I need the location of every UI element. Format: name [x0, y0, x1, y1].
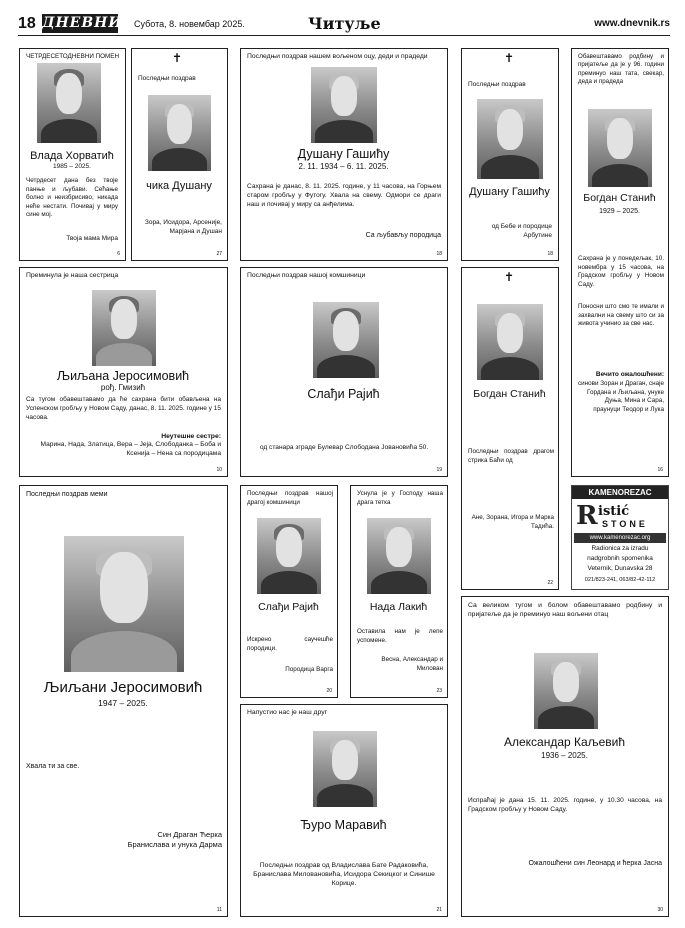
notice-text: Последњи поздрав драгом стрика Баћи од — [468, 448, 554, 464]
notice-code: 23 — [436, 687, 442, 694]
notice-heading: Последњи поздрав меми — [26, 491, 108, 498]
deceased-name: Љиљани Јеросимовић — [43, 679, 203, 696]
obituary-notice — [19, 267, 228, 477]
notice-signature: Породица Варга — [285, 666, 333, 673]
obituary-notice — [461, 48, 559, 261]
notice-text: Сахрана је данас, 8. 11. 2025. године, у 11 часова, на Горњем старом гробљу у Футогу. Хвала на свему. Одмори се драги наш и почивај у миру са анђелима. — [247, 183, 441, 208]
ad-line: Radionica za izradu — [591, 545, 649, 552]
notice-code: 16 — [657, 466, 663, 473]
ad-line: nadgrobnih spomenika — [587, 555, 653, 562]
deceased-name: Душану Гашићу — [297, 147, 390, 161]
portrait-photo — [534, 653, 598, 729]
portrait-photo — [64, 536, 184, 672]
notice-text: Са тугом обавештавамо да ће сахрана бити обављена на Успенском гробљу у Новом Саду, данас, 8. 11. 2025. године у 15 часова. — [26, 396, 221, 421]
notice-heading: Уснула је у Господу наша драга тетка — [357, 490, 443, 506]
notice-text: Искрено саучешће породици. — [247, 636, 333, 652]
notice-signature: Ане, Зорана, Игора и Марка Тадића. — [471, 514, 554, 530]
cross-icon: ✝ — [504, 51, 515, 65]
notice-code: 18 — [547, 250, 553, 257]
deceased-name: Љиљана Јеросимовић — [56, 369, 190, 383]
portrait-photo — [311, 67, 377, 143]
notice-heading: Обавештавамо родбину и пријатеље да је у 96. години преминуо наш тата, свекар, деда и прадеда — [578, 53, 664, 86]
notice-signature: синови Зоран и Драган, снаје Гордана и Љиљана, унуке Дуња, Мина и Сара, праунуци Теодор и Лука — [578, 380, 664, 413]
deceased-years: 1985 – 2025. — [53, 163, 91, 170]
notice-signature: од станара зграде Булевар Слободана Јовановића 50. — [259, 444, 429, 451]
notice-heading: Са великом тугом и болом обавештавамо родбину и пријатеље да је преминуо наш вољени отац — [468, 602, 662, 619]
notice-signature: од Бебе и породице Арбутине — [491, 223, 552, 239]
deceased-name: Душану Гашићу — [469, 186, 550, 198]
notice-code: 20 — [326, 687, 332, 694]
signature-title: Неутешне сестре: — [161, 433, 221, 440]
notice-text: Сахрана је у понедељак, 10. новембра у 15 часова, на Градском гробљу у Новом Саду. — [578, 255, 664, 288]
page-number: 18 — [18, 15, 36, 32]
deceased-name: Ђуро Маравић — [300, 818, 387, 832]
deceased-years: 1936 – 2025. — [541, 751, 588, 760]
notice-signature: Твоја мама Мира — [66, 235, 118, 242]
notice-text: Испраћај је дана 15. 11. 2025. године, у 10.30 часова, на Градском гробљу у Новом Саду. — [468, 797, 662, 813]
obituary-notice — [240, 704, 448, 917]
dnevnik-logo[interactable]: ДНЕВНИК — [42, 15, 137, 31]
notice-heading: ЧЕТРДЕСЕТОДНЕВНИ ПОМЕН — [26, 53, 120, 60]
notice-code: 22 — [547, 579, 553, 586]
logo-subtitle: STONE — [602, 519, 648, 529]
notice-code: 11 — [216, 906, 222, 913]
notice-code: 27 — [216, 250, 222, 257]
portrait-photo — [37, 63, 101, 143]
portrait-photo — [313, 302, 379, 378]
notice-signature: Ожалошћени син Леонард и ћерка Јасна — [528, 860, 662, 867]
notice-heading: Последњи поздрав нашем вољеном оцу, деди и прадеди — [247, 53, 428, 60]
obituary-notice — [240, 267, 448, 477]
deceased-name: Влада Хорватић — [30, 150, 114, 162]
issue-date: Субота, 8. новембар 2025. — [134, 19, 245, 29]
obituary-notice — [131, 48, 228, 261]
cross-icon: ✝ — [172, 51, 183, 65]
notice-signature: Зора, Исидора, Арсеније, Марјана и Душан — [144, 219, 222, 235]
logo-letter: R — [576, 501, 598, 531]
notice-heading: Последњи поздрав — [468, 81, 526, 88]
notice-signature: Син Драган Ћерка Бранислава и унука Дарма — [127, 830, 222, 850]
notice-signature: Марина, Нада, Златица, Вера – Јеја, Слободанка – Боба и Ксенија – Нена са породицама — [40, 441, 221, 457]
obituary-notice — [461, 267, 559, 590]
notice-code: 18 — [436, 250, 442, 257]
obituary-notice — [461, 596, 669, 917]
portrait-photo — [367, 518, 431, 594]
deceased-name: Богдан Станић — [583, 192, 656, 204]
ad-title: KAMENOREZAC — [572, 486, 668, 499]
page-header — [18, 14, 670, 36]
deceased-name: Слађи Рајић — [258, 601, 319, 613]
portrait-photo — [588, 109, 652, 187]
notice-heading: Последњи поздрав нашој драгој комшиници — [247, 490, 333, 506]
notice-text-secondary: Поносни што смо те имали и захвални на свему што си за живота учинио за све нас. — [578, 303, 664, 327]
cross-icon: ✝ — [504, 270, 515, 284]
deceased-years: 1947 – 2025. — [98, 698, 148, 708]
notice-signature: Последњи поздрав од Владислава Бате Радаковића, Бранислава Миловановића, Исидора Секицког и Синише Корице. — [253, 862, 435, 888]
signature-title: Вечито ожалошћени: — [595, 371, 664, 378]
notice-text: Хвала ти за све. — [26, 763, 80, 770]
notice-code: 10 — [216, 466, 222, 473]
portrait-photo — [477, 99, 543, 179]
obituary-notice — [571, 48, 669, 477]
deceased-name: чика Душану — [146, 180, 212, 192]
ad-address: Veternik, Dunavska 28 — [587, 565, 653, 572]
obituary-notice — [19, 48, 126, 261]
kamenorezac-advertisement[interactable] — [571, 485, 669, 590]
section-title: Читуље — [308, 14, 381, 33]
portrait-photo — [257, 518, 321, 594]
notice-heading: Напустио нас је наш друг — [247, 709, 328, 716]
notice-signature: Са љубављу породица — [365, 232, 441, 239]
notice-heading: Преминула је наша сестрица — [26, 272, 119, 279]
portrait-photo — [148, 95, 211, 171]
notice-heading: Последњи поздрав — [138, 75, 196, 82]
obituary-notice — [19, 485, 228, 917]
notice-signature: Весна, Александар и Милован — [381, 656, 443, 672]
maiden-name: рођ. Гмизић — [100, 383, 146, 392]
notice-code: 21 — [436, 906, 442, 913]
obituary-notice — [240, 48, 448, 261]
logo-name: istić — [598, 504, 630, 519]
obituary-notice — [350, 485, 448, 698]
deceased-name: Богдан Станић — [473, 388, 546, 400]
notice-text: Оставила нам је лепе успомене. — [357, 628, 443, 644]
portrait-photo — [313, 731, 377, 807]
obituary-notice — [240, 485, 338, 698]
portrait-photo — [477, 304, 543, 380]
notice-code: 19 — [436, 466, 442, 473]
portrait-photo — [92, 290, 156, 366]
deceased-name: Нада Лакић — [369, 601, 428, 613]
ad-website[interactable]: www.kamenorezac.org — [574, 533, 666, 543]
notice-code: 6 — [117, 250, 120, 257]
deceased-years: 2. 11. 1934 – 6. 11. 2025. — [298, 162, 389, 171]
notice-heading: Последњи поздрав нашој комшиници — [247, 272, 366, 279]
deceased-name: Александар Каљевић — [503, 735, 625, 749]
deceased-years: 1929 – 2025. — [599, 208, 640, 215]
deceased-name: Слађи Рајић — [307, 387, 380, 401]
notice-code: 30 — [657, 906, 663, 913]
website-link[interactable]: www.dnevnik.rs — [594, 18, 670, 29]
ad-phone: 021/823-241, 063/82-42-112 — [584, 577, 656, 583]
ristic-stone-logo — [574, 501, 666, 531]
notice-text: Четрдесет дана без твоје панње и љубави. Сећање болно и неизбрисиво, никада неће нестати. Почивај у миру сине мој. — [26, 177, 118, 218]
